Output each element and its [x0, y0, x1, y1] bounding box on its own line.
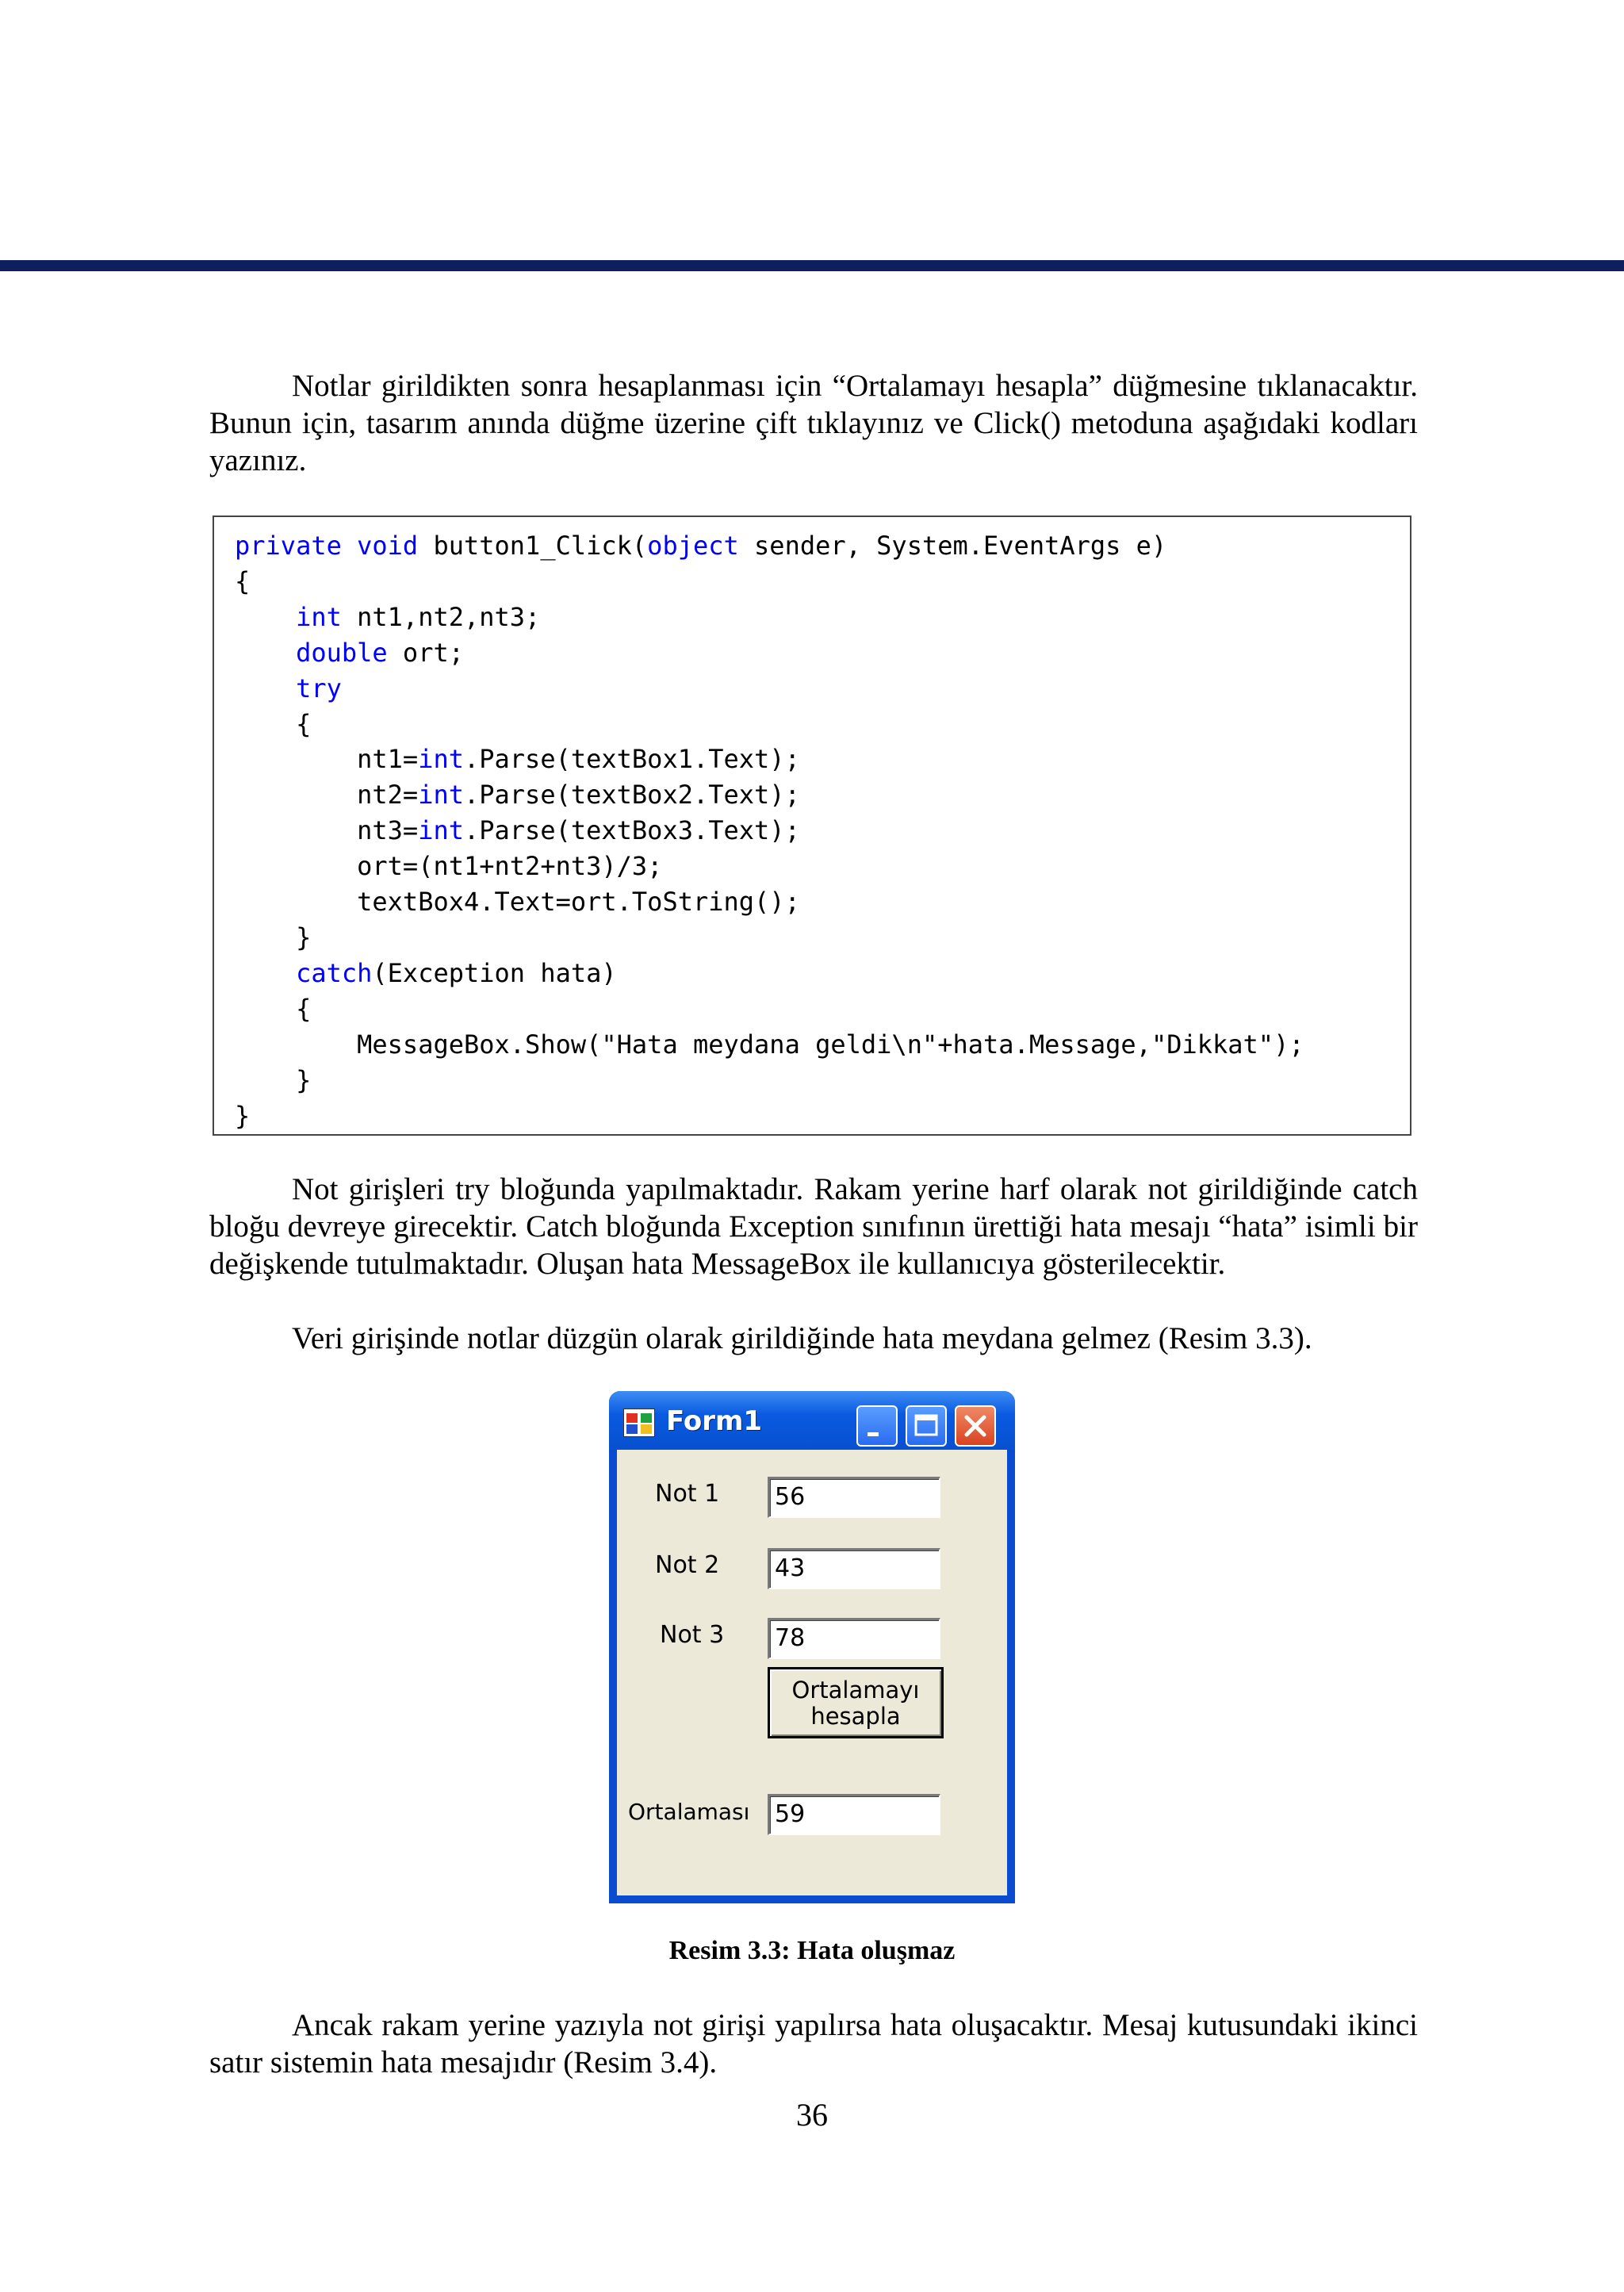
form-client-area	[617, 1450, 1007, 1895]
paragraph-intro-text: Notlar girildikten sonra hesaplanması için “Ortalamayı hesapla” düğmesine tıklanacaktır. Bunun için, tasarım anında düğme üzerine çift tıklayınız ve Click() metoduna aşağıdaki kodları yazınız.	[209, 369, 1418, 477]
not2-textbox[interactable]: 43	[768, 1548, 940, 1589]
paragraph-no-error: Veri girişinde notlar düzgün olarak girildiğinde hata meydana gelmez (Resim 3.3).	[292, 1321, 1312, 1355]
button-label-line2: hesapla	[810, 1703, 901, 1730]
code-token: nt3=	[357, 815, 419, 846]
close-button[interactable]	[955, 1405, 996, 1447]
code-token: {	[296, 993, 312, 1024]
paragraph-explanation	[209, 1171, 1418, 1282]
average-label: Ortalaması	[628, 1799, 750, 1825]
app-icon	[623, 1409, 655, 1437]
code-keyword: private	[235, 531, 342, 561]
code-keyword: void	[357, 531, 419, 561]
average-textbox[interactable]: 59	[768, 1794, 940, 1835]
maximize-icon	[907, 1407, 945, 1445]
code-keyword: double	[296, 637, 388, 668]
code-token: }	[235, 1100, 251, 1131]
figure-caption: Resim 3.3: Hata oluşmaz	[668, 1936, 956, 1965]
window-title-bar[interactable]	[609, 1391, 1015, 1450]
not1-textbox[interactable]: 56	[768, 1477, 940, 1518]
form1-window	[609, 1391, 1015, 1903]
page-number: 36	[796, 2097, 828, 2133]
code-token: MessageBox.Show("Hata meydana geldi\n"+hata.Message,"Dikkat");	[357, 1029, 1304, 1060]
code-keyword: int	[418, 815, 464, 846]
code-token: ort=(nt1+nt2+nt3)/3;	[357, 851, 663, 882]
code-token: {	[296, 708, 312, 739]
code-listing	[213, 516, 1411, 1136]
code-token: sender, System.EventArgs e)	[738, 531, 1167, 561]
paragraph-explanation-text: Not girişleri try bloğunda yapılmaktadır. Rakam yerine harf olarak not girildiğinde catch bloğu devreye girecektir. Catch bloğunda Exception sınıfının ürettiği hata mesajı “hata” isimli bir değişkende tutulmaktadır. Oluşan hata MessageBox ile kullanıcıya gösterilecektir.	[209, 1172, 1418, 1281]
code-token: {	[235, 565, 251, 596]
not2-label: Not 2	[655, 1551, 720, 1579]
code-token: }	[296, 1064, 312, 1095]
code-token: ort;	[387, 637, 464, 668]
window-title: Form1	[666, 1405, 763, 1437]
code-keyword: catch	[296, 957, 373, 988]
code-keyword: try	[296, 673, 342, 703]
paragraph-intro	[209, 367, 1418, 479]
code-text	[235, 528, 1304, 1133]
code-keyword: int	[418, 780, 464, 811]
button-label-line1: Ortalamayı	[791, 1677, 920, 1704]
close-icon	[956, 1407, 994, 1445]
minimize-button[interactable]	[856, 1405, 898, 1447]
paragraph-error-case	[209, 2006, 1418, 2081]
code-token: nt2=	[357, 780, 419, 811]
code-token: button1_Click(	[418, 531, 648, 561]
code-keyword: object	[647, 531, 739, 561]
minimize-icon	[858, 1407, 896, 1445]
code-keyword: int	[418, 744, 464, 775]
code-token: nt1,nt2,nt3;	[341, 601, 541, 632]
paragraph-error-case-text: Ancak rakam yerine yazıyla not girişi yapılırsa hata oluşacaktır. Mesaj kutusundaki ikinci satır sistemin hata mesajıdır (Resim 3.4).	[209, 2008, 1418, 2079]
not3-label: Not 3	[660, 1621, 725, 1649]
code-token: .Parse(textBox2.Text);	[463, 780, 800, 811]
code-token: }	[296, 922, 312, 952]
code-token: textBox4.Text=ort.ToString();	[357, 887, 800, 918]
code-token: nt1=	[357, 744, 419, 775]
code-token: (Exception hata)	[372, 957, 617, 988]
header-rule	[0, 260, 1624, 271]
not3-textbox[interactable]: 78	[768, 1618, 940, 1659]
calculate-average-button[interactable]	[768, 1667, 944, 1738]
code-token: .Parse(textBox1.Text);	[463, 744, 800, 775]
code-keyword: int	[296, 601, 342, 632]
code-token: .Parse(textBox3.Text);	[463, 815, 800, 846]
maximize-button[interactable]	[906, 1405, 947, 1447]
not1-label: Not 1	[655, 1480, 720, 1508]
